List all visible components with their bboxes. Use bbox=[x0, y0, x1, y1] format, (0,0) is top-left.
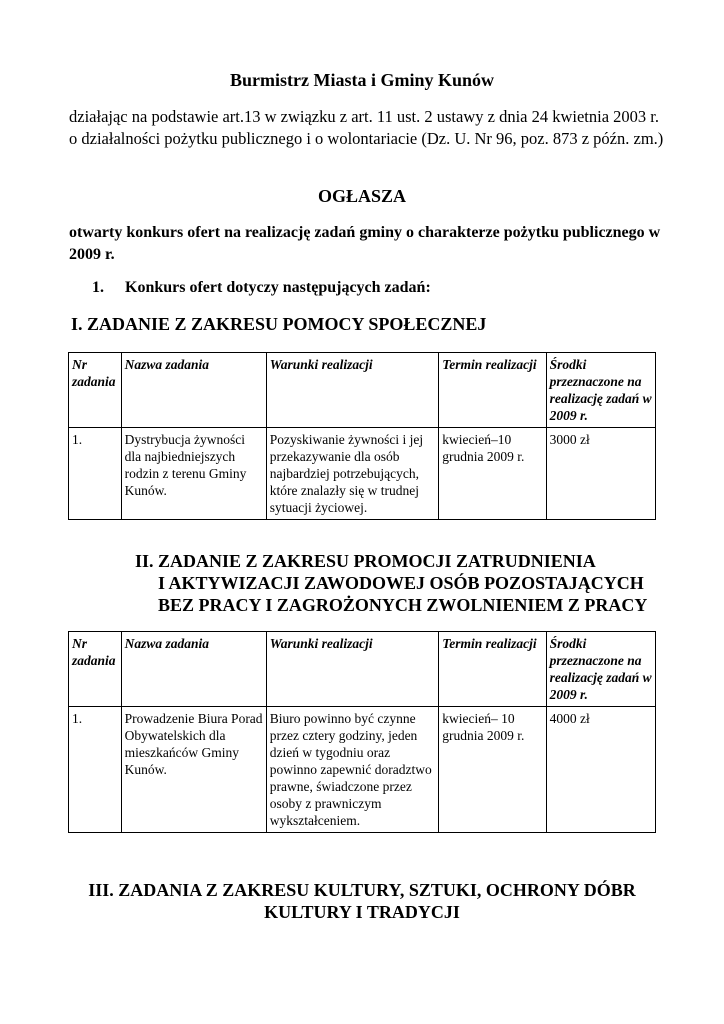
table-row bbox=[69, 707, 656, 833]
section-2-heading-line-3: BEZ PRACY I ZAGROŻONYCH ZWOLNIENIEM Z PRACY bbox=[158, 595, 648, 615]
col-header-funds: Środki przeznaczone na realizację zadań w 2009 r. bbox=[546, 632, 655, 707]
col-header-name: Nazwa zadania bbox=[121, 353, 266, 428]
cell-term: kwiecień–10 grudnia 2009 r. bbox=[439, 428, 546, 520]
cell-funds: 3000 zł bbox=[546, 428, 655, 520]
point-1-text: Konkurs ofert dotyczy następujących zadań: bbox=[125, 279, 431, 296]
section-1-table bbox=[68, 352, 656, 520]
cell-term: kwiecień– 10 grudnia 2009 r. bbox=[439, 707, 546, 833]
col-header-name: Nazwa zadania bbox=[121, 632, 266, 707]
col-header-term: Termin realizacji bbox=[439, 353, 546, 428]
legal-basis-paragraph: działając na podstawie art.13 w związku z art. 11 ust. 2 ustawy z dnia 24 kwietnia 2003 r. o działalności pożytku publicznego i o wolontariacie (Dz. U. Nr 96, poz. 873 z późn. zm.) bbox=[69, 107, 664, 148]
col-header-conditions: Warunki realizacji bbox=[266, 632, 439, 707]
cell-name: Prowadzenie Biura Porad Obywatelskich dla mieszkańców Gminy Kunów. bbox=[121, 707, 266, 833]
announce-heading: OGŁASZA bbox=[317, 186, 407, 206]
section-2-heading-line-1: II. ZADANIE Z ZAKRESU PROMOCJI ZATRUDNIENIA bbox=[135, 551, 596, 571]
col-header-nr: Nr zadania bbox=[69, 353, 122, 428]
contest-subject: otwarty konkurs ofert na realizację zadań gminy o charakterze pożytku publicznego w 2009 r. bbox=[69, 224, 661, 263]
table-header-row bbox=[69, 632, 656, 707]
cell-conditions: Pozyskiwanie żywności i jej przekazywanie dla osób najbardziej potrzebujących, które znalazły się w trudnej sytuacji życiowej. bbox=[266, 428, 439, 520]
section-3-heading-line-2: KULTURY I TRADYCJI bbox=[264, 902, 460, 922]
section-3-heading bbox=[0, 879, 724, 923]
col-header-nr: Nr zadania bbox=[69, 632, 122, 707]
cell-funds: 4000 zł bbox=[546, 707, 655, 833]
document-title: Burmistrz Miasta i Gminy Kunów bbox=[230, 70, 494, 90]
section-2-table bbox=[68, 631, 656, 833]
point-1 bbox=[92, 279, 431, 297]
section-3-heading-line-1: III. ZADANIA Z ZAKRESU KULTURY, SZTUKI, OCHRONY DÓBR bbox=[88, 880, 636, 900]
section-2-heading-line-2: I AKTYWIZACJI ZAWODOWEJ OSÓB POZOSTAJĄCYCH bbox=[158, 573, 644, 593]
cell-conditions: Biuro powinno być czynne przez cztery godziny, jeden dzień w tygodniu oraz powinno zapewnić doradztwo prawne, świadczone przez osoby z prawniczym wykształceniem. bbox=[266, 707, 439, 833]
col-header-funds: Środki przeznaczone na realizację zadań w 2009 r. bbox=[546, 353, 655, 428]
col-header-term: Termin realizacji bbox=[439, 632, 546, 707]
point-1-number: 1. bbox=[92, 279, 104, 296]
col-header-conditions: Warunki realizacji bbox=[266, 353, 439, 428]
cell-nr: 1. bbox=[69, 707, 122, 833]
table-header-row bbox=[69, 353, 656, 428]
table-row bbox=[69, 428, 656, 520]
section-1-heading: I. ZADANIE Z ZAKRESU POMOCY SPOŁECZNEJ bbox=[71, 314, 487, 334]
cell-name: Dystrybucja żywności dla najbiedniejszych rodzin z terenu Gminy Kunów. bbox=[121, 428, 266, 520]
cell-nr: 1. bbox=[69, 428, 122, 520]
